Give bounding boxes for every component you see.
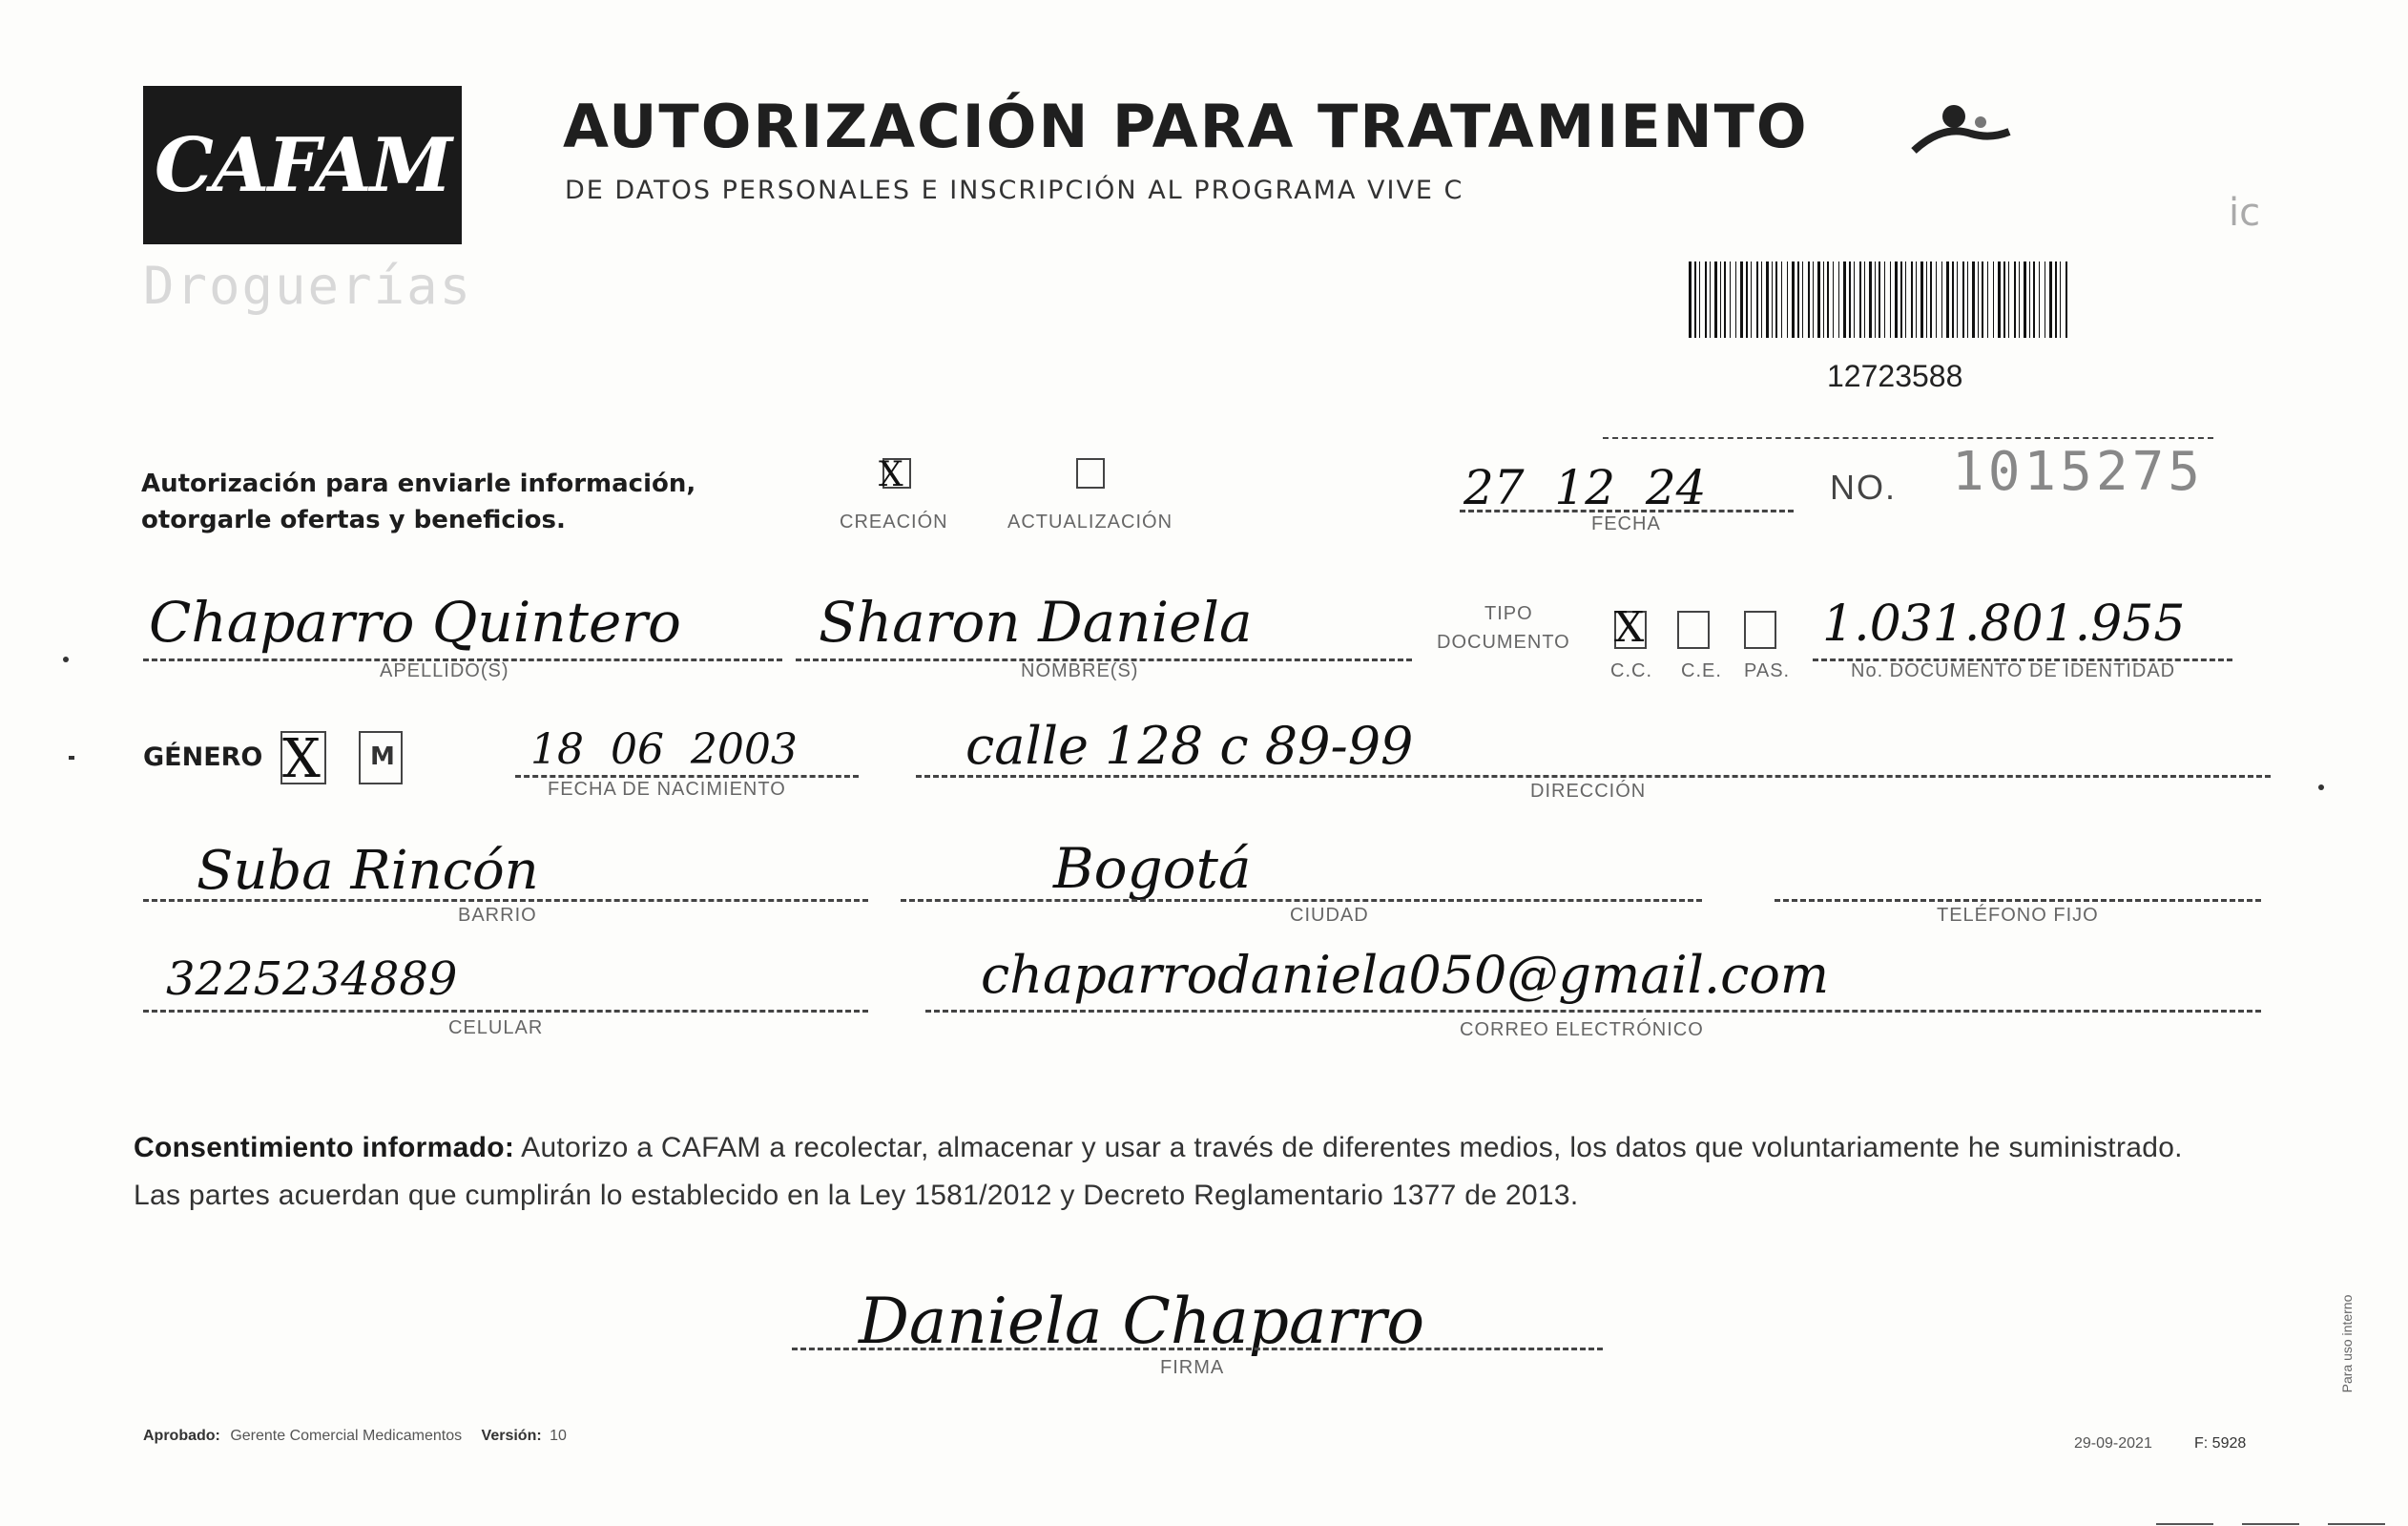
barcode-bar xyxy=(1740,261,1743,338)
barcode-bar xyxy=(1720,261,1721,338)
version-value: 10 xyxy=(550,1428,567,1444)
barrio-line xyxy=(143,899,868,902)
correo-label: CORREO ELECTRÓNICO xyxy=(1460,1019,1704,1040)
barcode-bar xyxy=(1916,261,1917,338)
consent-text-1: Autorizo a CAFAM a recolectar, almacenar y usar a través de diferentes medios, los datos que voluntariamente he suministrado. xyxy=(514,1132,2183,1163)
barrio-label: BARRIO xyxy=(458,905,537,926)
barcode-bar xyxy=(1952,261,1954,338)
creacion-label: CREACIÓN xyxy=(840,512,948,533)
scan-dot xyxy=(2318,784,2324,790)
barcode-bar xyxy=(1766,261,1769,338)
barcode-bar xyxy=(2065,261,2067,338)
ciudad-value: Bogotá xyxy=(1053,836,1252,901)
logo-text: CAFAM xyxy=(154,121,451,209)
telefono-label: TELÉFONO FIJO xyxy=(1937,905,2099,926)
apellidos-value: Chaparro Quintero xyxy=(149,590,681,655)
barcode-bar xyxy=(1802,261,1803,338)
direccion-value: calle 128 c 89-99 xyxy=(965,716,1414,776)
scan-dot xyxy=(63,657,69,662)
barcode-bar xyxy=(1761,261,1762,338)
barcode-bar xyxy=(1694,261,1696,338)
fecha-line xyxy=(1460,510,1794,512)
barcode-bar xyxy=(1982,261,1983,338)
barcode-bar xyxy=(2055,261,2057,338)
barcode-bar xyxy=(2029,261,2030,338)
barcode-bar xyxy=(1993,261,1994,338)
direccion-line xyxy=(916,775,2271,778)
barcode-bar xyxy=(1714,261,1717,338)
form-title: AUTORIZACIÓN PARA TRATAMIENTO xyxy=(563,92,1809,161)
genero-label: GÉNERO xyxy=(143,742,263,772)
barcode-bar xyxy=(1735,261,1736,338)
footer-approval xyxy=(143,1428,567,1445)
genero-f-mark: X xyxy=(282,728,321,790)
pas-label: PAS. xyxy=(1744,660,1791,681)
telefono-line xyxy=(1775,899,2261,902)
scan-line xyxy=(2156,1523,2213,1525)
barcode-bar xyxy=(1817,261,1820,338)
authorization-line-1: Autorización para enviarle información, xyxy=(141,470,696,498)
barcode-bar xyxy=(1864,261,1865,338)
scan-line xyxy=(2242,1523,2299,1525)
ce-checkbox[interactable] xyxy=(1677,611,1710,649)
actualizacion-checkbox[interactable] xyxy=(1076,458,1105,489)
barcode-bar xyxy=(2033,261,2035,338)
signature-value: Daniela Chaparro xyxy=(859,1285,1425,1358)
barcode-bar xyxy=(2024,261,2026,338)
correo-value: chaparrodaniela050@gmail.com xyxy=(981,945,1830,1005)
barcode-bar xyxy=(2049,261,2052,338)
aprobado-value: Gerente Comercial Medicamentos xyxy=(230,1428,463,1444)
correo-line xyxy=(925,1010,2261,1013)
scan-dot xyxy=(69,756,74,760)
footer-form-code: F: 5928 xyxy=(2194,1435,2247,1452)
ciudad-line xyxy=(901,899,1702,902)
barcode-bar xyxy=(1827,261,1829,338)
barcode-bar xyxy=(1854,261,1855,338)
tipo-label-1: TIPO xyxy=(1484,603,1533,624)
barcode-bar xyxy=(1775,261,1777,338)
cafam-logo xyxy=(143,86,462,244)
celular-value: 3225234889 xyxy=(166,952,458,1006)
footer-date: 29-09-2021 xyxy=(2074,1435,2152,1452)
cc-mark: X xyxy=(1614,603,1645,652)
barcode-bar xyxy=(1813,261,1814,338)
ce-label: C.E. xyxy=(1681,660,1722,681)
scan-line xyxy=(2328,1523,2385,1525)
barcode-bar xyxy=(1890,261,1891,338)
barcode-bar xyxy=(1926,261,1927,338)
barcode-bar xyxy=(1823,261,1824,338)
barcode-bar xyxy=(1920,261,1923,338)
barcode-bar xyxy=(1946,261,1949,338)
barcode-bar xyxy=(1998,261,2001,338)
barcode-bar xyxy=(2019,261,2020,338)
pas-checkbox[interactable] xyxy=(1744,611,1776,649)
fecha-value: 27 12 24 xyxy=(1463,460,1707,515)
barcode-bar xyxy=(1792,261,1795,338)
barcode-bar xyxy=(2008,261,2009,338)
barcode-bar xyxy=(1730,261,1731,338)
documento-label: No. DOCUMENTO DE IDENTIDAD xyxy=(1851,660,2176,681)
cc-label: C.C. xyxy=(1610,660,1652,681)
barcode-bar xyxy=(1808,261,1810,338)
barcode-bar xyxy=(1967,261,1968,338)
barcode-bar xyxy=(1705,261,1707,338)
barcode-bar xyxy=(1962,261,1964,338)
barcode-bar xyxy=(1987,261,1988,338)
barrio-value: Suba Rincón xyxy=(197,840,539,902)
barcode-bar xyxy=(1869,261,1872,338)
barcode-bar xyxy=(1875,261,1876,338)
footer-side-text: Para uso interno xyxy=(2339,1294,2355,1393)
barcode-bar xyxy=(1838,261,1839,338)
barcode-bar xyxy=(1781,261,1782,338)
documento-value: 1.031.801.955 xyxy=(1822,596,2186,653)
barcode-number: 12723588 xyxy=(1827,359,1963,393)
barcode-bar xyxy=(1905,261,1906,338)
fecha-label: FECHA xyxy=(1591,513,1661,534)
barcode-bar xyxy=(1724,261,1726,338)
barcode-bar xyxy=(1879,261,1880,338)
nombres-value: Sharon Daniela xyxy=(819,590,1253,655)
barcode-bar xyxy=(1772,261,1773,338)
barcode-bar xyxy=(1936,261,1937,338)
corner-mark: ic xyxy=(2229,191,2261,235)
genero-m-label: M xyxy=(370,742,395,771)
form-subtitle: DE DATOS PERSONALES E INSCRIPCIÓN AL PROGRAMA VIVE C xyxy=(565,176,1464,205)
consent-text-2: Las partes acuerdan que cumplirán lo establecido en la Ley 1581/2012 y Decreto Reglamentario 1377 de 2013. xyxy=(134,1180,1579,1211)
nacimiento-line xyxy=(515,775,859,778)
barcode-bar xyxy=(1756,261,1758,338)
no-top-line xyxy=(1603,437,2213,439)
no-value: 1015275 xyxy=(1952,441,2205,503)
barcode-bar xyxy=(1751,261,1752,338)
barcode-bar xyxy=(1787,261,1788,338)
barcode-bar xyxy=(1746,261,1748,338)
barcode-bar xyxy=(1895,261,1898,338)
barcode-bar xyxy=(1833,261,1834,338)
ciudad-label: CIUDAD xyxy=(1290,905,1369,926)
nacimiento-label: FECHA DE NACIMIENTO xyxy=(548,779,786,800)
actualizacion-label: ACTUALIZACIÓN xyxy=(1007,512,1173,533)
celular-label: CELULAR xyxy=(448,1017,544,1038)
consent-heading: Consentimiento informado: xyxy=(134,1132,515,1163)
version-label: Versión: xyxy=(481,1428,542,1444)
emblem-icon xyxy=(1904,95,2028,157)
barcode-bar xyxy=(1957,261,1958,338)
barcode-bar xyxy=(1884,261,1885,338)
barcode-icon xyxy=(1689,261,2074,338)
barcode-bar xyxy=(1900,261,1902,338)
creacion-mark: X xyxy=(879,455,903,494)
celular-line xyxy=(143,1010,868,1013)
tipo-label-2: DOCUMENTO xyxy=(1437,632,1570,653)
nombres-label: NOMBRE(S) xyxy=(1021,660,1139,681)
nacimiento-value: 18 06 2003 xyxy=(530,725,798,774)
barcode-bar xyxy=(1859,261,1861,338)
direccion-label: DIRECCIÓN xyxy=(1530,781,1647,802)
barcode-bar xyxy=(1689,261,1692,338)
barcode-bar xyxy=(2060,261,2061,338)
barcode-bar xyxy=(1797,261,1799,338)
apellidos-label: APELLIDO(S) xyxy=(380,660,509,681)
barcode-bar xyxy=(1699,261,1700,338)
logo-subtext: Droguerías xyxy=(143,256,473,316)
barcode-bar xyxy=(1978,261,1979,338)
barcode-bar xyxy=(1710,261,1711,338)
barcode-bar xyxy=(1849,261,1851,338)
barcode-bar xyxy=(2014,261,2016,338)
barcode-bar xyxy=(2003,261,2005,338)
authorization-line-2: otorgarle ofertas y beneficios. xyxy=(141,506,566,534)
signature-line xyxy=(792,1348,1603,1350)
barcode-bar xyxy=(2039,261,2040,338)
barcode-bar xyxy=(1941,261,1942,338)
barcode-bar xyxy=(1972,261,1975,338)
barcode-bar xyxy=(1843,261,1846,338)
no-label: NO. xyxy=(1830,468,1898,507)
barcode-bar xyxy=(1911,261,1913,338)
consent-paragraph-1 xyxy=(134,1132,2183,1164)
aprobado-label: Aprobado: xyxy=(143,1428,220,1444)
signature-label: FIRMA xyxy=(1160,1357,1225,1378)
barcode-bar xyxy=(1930,261,1932,338)
